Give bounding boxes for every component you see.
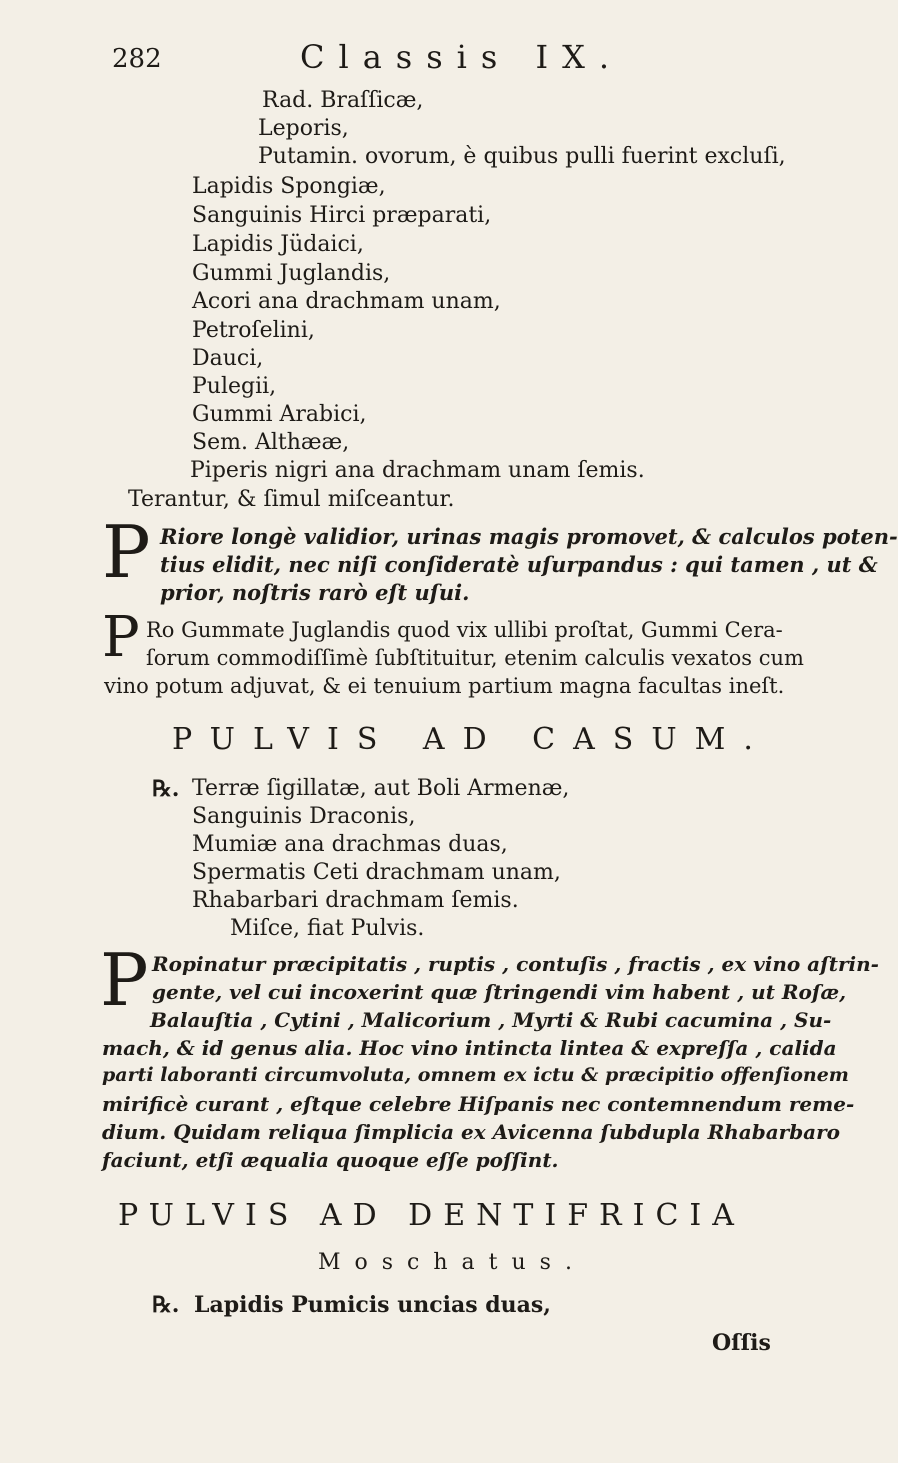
ingredient-line: Lapidis Jüdaici, <box>192 232 364 257</box>
ingredient-line: Spermatis Ceti drachmam unam, <box>192 860 561 885</box>
ingredient-line: Lapidis Spongiæ, <box>192 174 386 199</box>
note-line: parti laboranti circumvoluta, omnem ex ictu & præcipitio offenſionem <box>102 1064 849 1086</box>
drop-cap: P <box>102 510 151 594</box>
note-line: ſorum commodiſſimè ſubſtituitur, etenim calculis vexatos cum <box>146 646 804 670</box>
ingredient-line: Petroſelini, <box>192 318 315 343</box>
note-line: vino potum adjuvat, & ei tenuium partium magna facultas ineſt. <box>104 674 785 698</box>
ingredient-line: Sanguinis Hirci præparati, <box>192 203 492 228</box>
page-number: 282 <box>112 44 162 74</box>
section-heading: PULVIS AD DENTIFRICIA <box>118 1198 745 1233</box>
ingredient-line: Acori ana drachmam unam, <box>192 289 501 314</box>
ingredient-line: Pulegii, <box>192 374 277 399</box>
ingredient-line: Leporis, <box>258 116 349 141</box>
ingredient-line: Rad. Braſſicæ, <box>262 88 424 113</box>
note-line: tius elidit, nec niſi conſideratè uſurpandus : qui tamen , ut & <box>160 552 878 577</box>
recipe-symbol: ℞. <box>152 776 180 802</box>
note-line: Ropinatur præcipitatis , ruptis , contuſis , fractis , ex vino aſtrin- <box>152 952 879 976</box>
note-line: mirificè curant , eſtque celebre Hiſpanis nec contemnendum reme- <box>102 1092 855 1116</box>
note-line: Riore longè validior, urinas magis promovet, & calculos poten- <box>160 524 898 549</box>
ingredient-line: Terræ ſigillatæ, aut Boli Armenæ, <box>192 776 570 801</box>
note-line: gente, vel cui incoxerint quæ ſtringendi vim habent , ut Roſæ, <box>152 980 847 1004</box>
note-line: prior, noſtris rarò eſt uſui. <box>160 580 470 605</box>
ingredient-line: Piperis nigri ana drachmam unam ſemis. <box>190 458 645 483</box>
ingredient-line: Dauci, <box>192 346 264 371</box>
ingredient-line: Sem. Althææ, <box>192 430 350 455</box>
note-line: Ro Gummate Juglandis quod vix ullibi proſtat, Gummi Cera- <box>146 618 783 642</box>
drop-cap: P <box>100 938 149 1022</box>
ingredient-line: Mumiæ ana drachmas duas, <box>192 832 508 857</box>
ingredient-line: Gummi Juglandis, <box>192 261 391 286</box>
note-line: mach, & id genus alia. Hoc vino intincta lintea & expreſſa , calida <box>102 1036 837 1060</box>
section-heading: PULVIS AD CASUM. <box>172 722 771 757</box>
instruction-line: Terantur, & ſimul miſceantur. <box>128 487 455 512</box>
ingredient-line: Lapidis Pumicis uncias duas, <box>194 1292 551 1318</box>
ingredient-line: Sanguinis Draconis, <box>192 804 416 829</box>
section-subheading: Moschatus. <box>318 1250 586 1275</box>
drop-cap: P <box>102 605 140 670</box>
ingredient-line: Putamin. ovorum, è quibus pulli fuerint excluſi, <box>258 144 786 169</box>
recipe-symbol: ℞. <box>152 1292 180 1318</box>
catchword: Oſſis <box>712 1330 771 1356</box>
ingredient-line: Rhabarbari drachmam ſemis. <box>192 888 519 913</box>
ingredient-line: Gummi Arabici, <box>192 402 367 427</box>
note-line: faciunt, etſi æqualia quoque eſſe poſſint. <box>102 1148 559 1172</box>
chapter-title: Classis IX. <box>300 38 624 76</box>
note-line: dium. Quidam reliqua ſimplicia ex Avicenna ſubdupla Rhabarbaro <box>102 1120 841 1144</box>
instruction-line: Miſce, fiat Pulvis. <box>230 916 425 941</box>
note-line: Balauſtia , Cytini , Malicorium , Myrti & Rubi cacumina , Su- <box>150 1008 832 1032</box>
